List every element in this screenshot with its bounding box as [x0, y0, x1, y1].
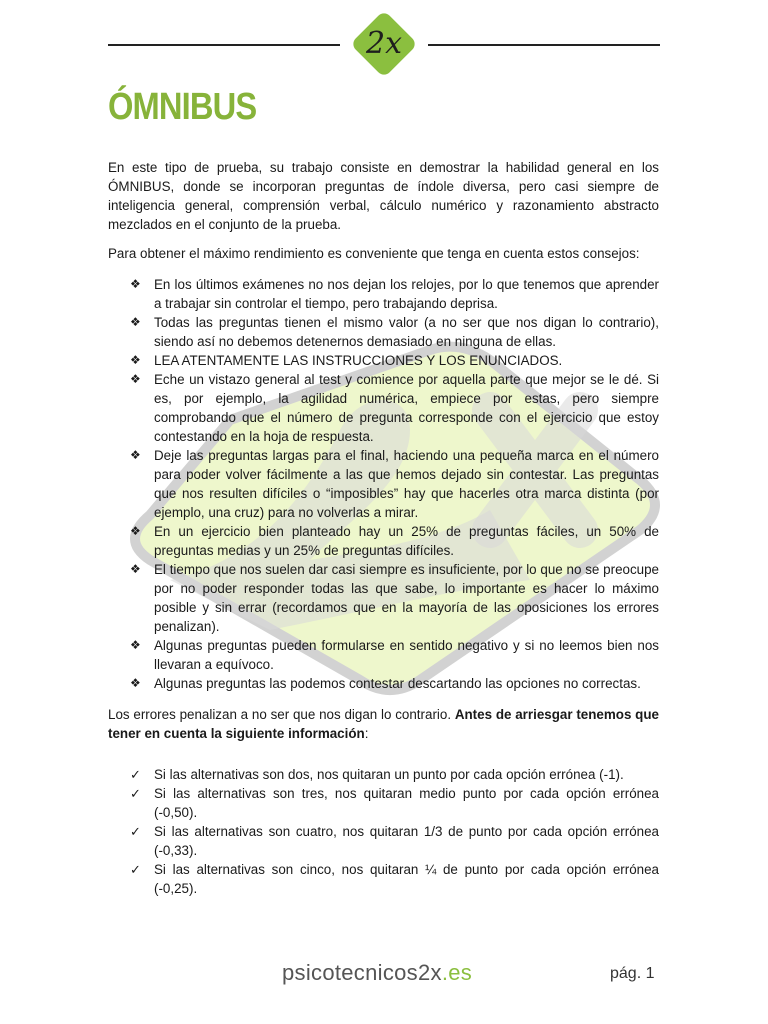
- list-item: ✓ Si las alternativas son cuatro, nos quitaran 1/3 de punto por cada opción errónea (-0,33).: [130, 824, 659, 858]
- list-item: ✓ Si las alternativas son dos, nos quitaran un punto por cada opción errónea (-1).: [130, 767, 624, 782]
- diamond-bullet-icon: ❖: [130, 315, 141, 329]
- penalty-list: [108, 765, 659, 898]
- page-header: [108, 14, 660, 76]
- list-item: ❖ Algunas preguntas pueden formularse en sentido negativo y si no leemos bien nos llevaran a equívoco.: [130, 638, 659, 672]
- diamond-bullet-icon: ❖: [130, 448, 141, 462]
- list-item: ❖ Deje las preguntas largas para el final, haciendo una pequeña marca en el número para poder volver fácilmente a las que hemos dejado sin contestar. Las preguntas que nos resulten difíciles o “imposibles” hay que hacerles otra marca distinta (por ejemplo, una cruz) para no volverlas a mirar.: [130, 448, 659, 520]
- list-item: ❖ LEA ATENTAMENTE LAS INSTRUCCIONES Y LOS ENUNCIADOS.: [130, 353, 563, 368]
- list-item: ❖ En los últimos exámenes no nos dejan los relojes, por lo que tenemos que aprender a trabajar sin controlar el tiempo, pero trabajando deprisa.: [130, 277, 659, 311]
- header-rule-left: [108, 44, 340, 46]
- footer-site: psicotecnicos2x.es: [282, 960, 473, 985]
- intro-paragraph: En este tipo de prueba, su trabajo consiste en demostrar la habilidad general en los ÓMNIBUS, donde se incorporan preguntas de índole diversa, pero casi siempre de inteligencia general, comprensión verbal, cálculo numérico y razonamiento abstracto mezclados en el conjunto de la prueba.: [108, 160, 659, 232]
- list-item: ❖ El tiempo que nos suelen dar casi siempre es insuficiente, por lo que no se preocupe por no poder responder todas las que sabe, lo importante es hacer lo máximo posible y sin errar (recordamos que en la mayoría de las oposiciones los errores penalizan).: [130, 562, 659, 634]
- list-item: ❖ En un ejercicio bien planteado hay un 25% de preguntas fáciles, un 50% de preguntas medias y un 25% de preguntas difíciles.: [130, 524, 659, 558]
- logo-text: 2x: [365, 26, 402, 61]
- tips-list: [108, 275, 659, 693]
- diamond-bullet-icon: ❖: [130, 562, 141, 576]
- errors-lead: Los errores penalizan a no ser que nos digan lo contrario. Antes de arriesgar tenemos que tener en cuenta la siguiente información:: [108, 707, 659, 741]
- list-item: ✓ Si las alternativas son tres, nos quitaran medio punto por cada opción errónea (-0,50).: [130, 786, 659, 820]
- diamond-bullet-icon: ❖: [130, 524, 141, 538]
- diamond-bullet-icon: ❖: [130, 277, 141, 291]
- check-icon: ✓: [130, 862, 141, 877]
- check-icon: ✓: [130, 824, 141, 839]
- diamond-bullet-icon: ❖: [130, 638, 141, 652]
- document-body: [108, 158, 659, 898]
- check-icon: ✓: [130, 786, 141, 801]
- list-item: ✓ Si las alternativas son cinco, nos quitaran ¼ de punto por cada opción errónea (-0,25).: [130, 862, 659, 896]
- advice-lead: Para obtener el máximo rendimiento es conveniente que tenga en cuenta estos consejos:: [108, 246, 640, 261]
- page-number: pág. 1: [610, 965, 655, 982]
- diamond-bullet-icon: ❖: [130, 353, 141, 367]
- diamond-bullet-icon: ❖: [130, 372, 141, 386]
- list-item: ❖ Eche un vistazo general al test y comience por aquella parte que mejor se le dé. Si es, por ejemplo, la agilidad numérica, empiece por estas, pero siempre comprobando que el número de pregunta corresponde con el ejercicio que estoy contestando en la hoja de respuesta.: [130, 372, 659, 444]
- page-title: ÓMNIBUS: [108, 86, 257, 128]
- header-rule-right: [428, 44, 660, 46]
- list-item: ❖ Algunas preguntas las podemos contestar descartando las opciones no correctas.: [130, 676, 641, 691]
- list-item: ❖ Todas las preguntas tienen el mismo valor (a no ser que nos digan lo contrario), siendo así no debemos detenernos demasiado en ninguna de ellas.: [130, 315, 659, 349]
- check-icon: ✓: [130, 767, 141, 782]
- diamond-bullet-icon: ❖: [130, 676, 141, 690]
